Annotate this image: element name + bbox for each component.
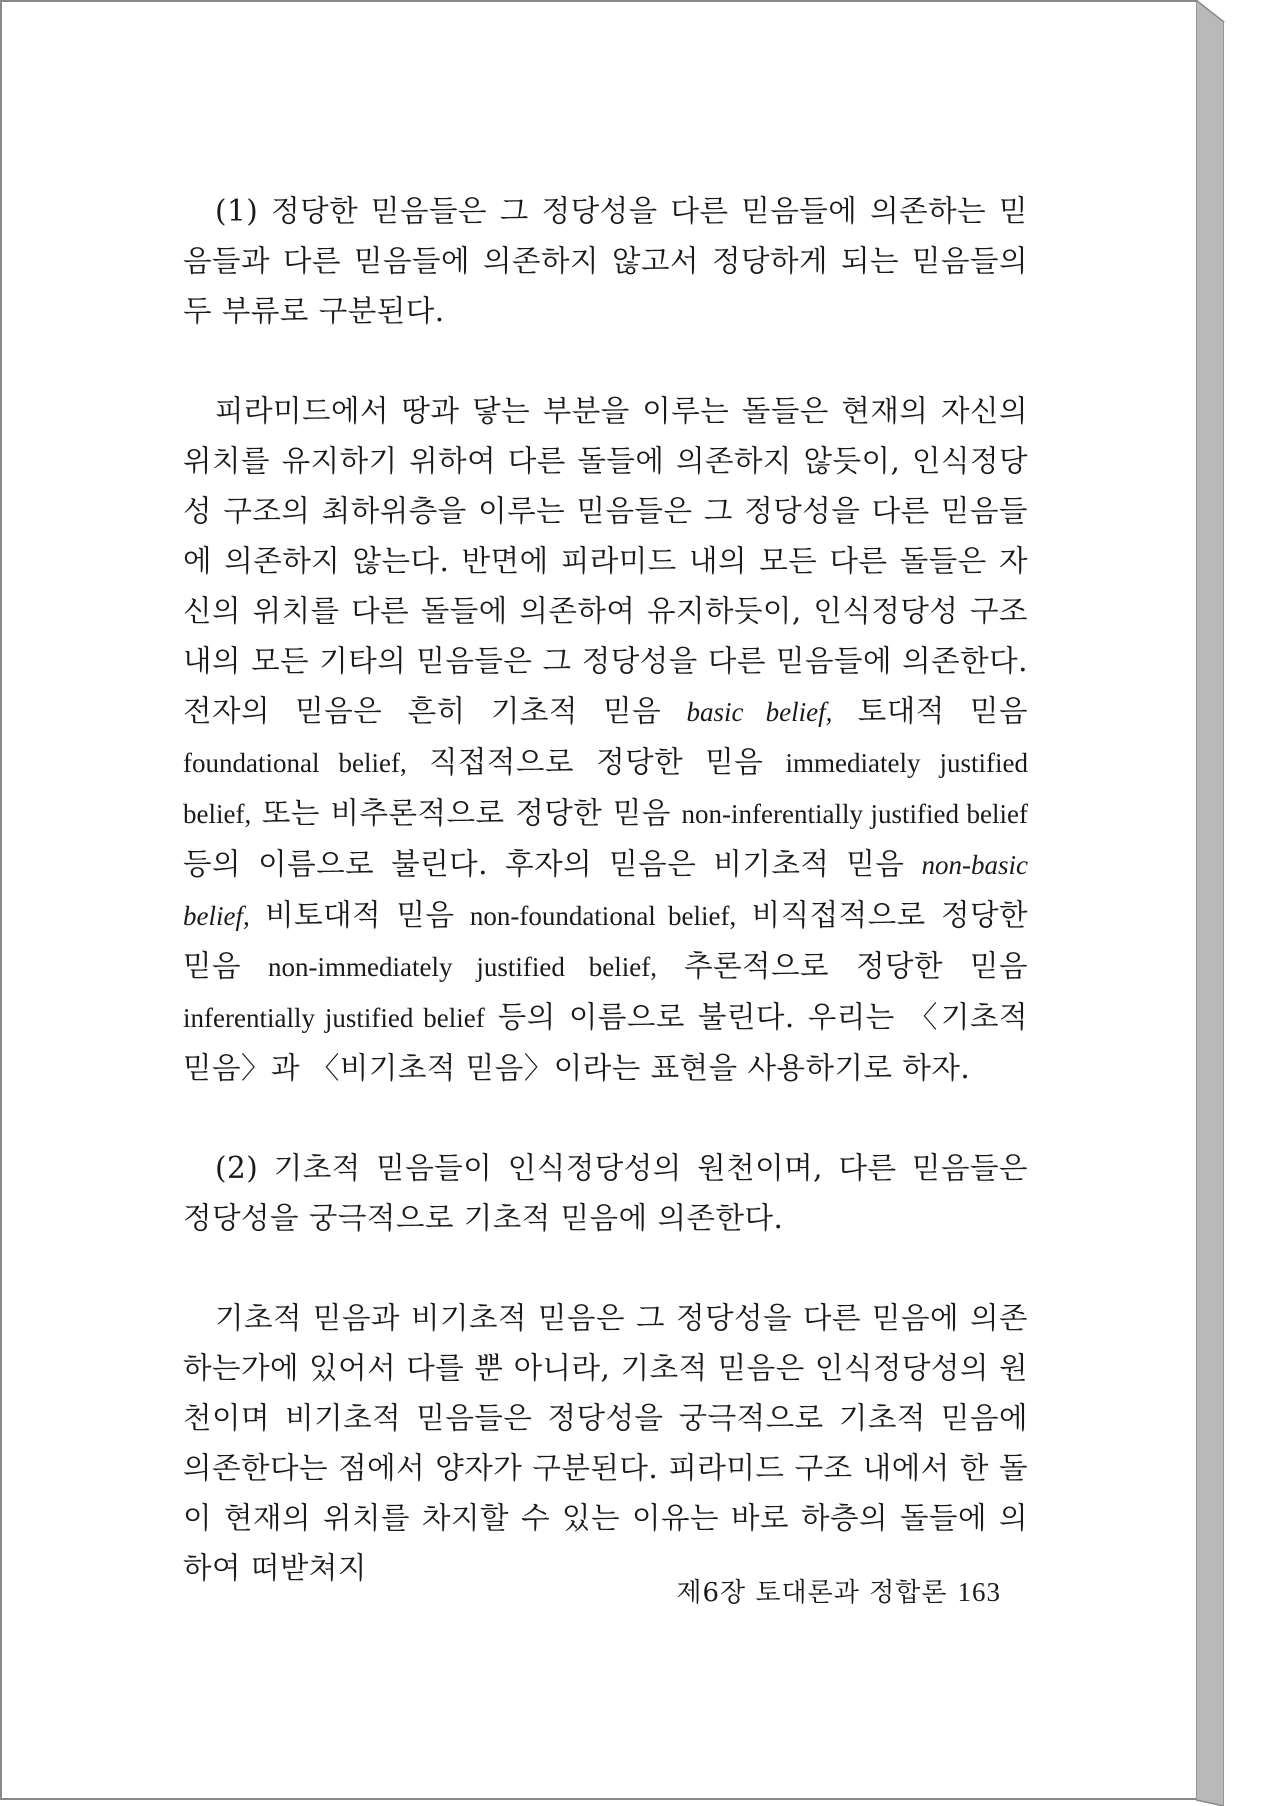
body-text — [183, 186, 1028, 1593]
page-edge — [1196, 0, 1271, 1806]
text-run: 등의 이름으로 불린다. 우리는 〈기초적 믿음〉과 〈비기초적 믿음〉이라는 표현을 사용하기로 하자. — [183, 1000, 1028, 1085]
text-run: 등의 이름으로 불린다. 후자의 믿음은 비기초적 믿음 — [183, 847, 922, 881]
english-term: inferentially justified belief — [183, 1003, 485, 1033]
english-term: foundational belief, — [183, 748, 407, 778]
text-run: (1) 정당한 믿음들은 그 정당성을 다른 믿음들에 의존하는 믿음들과 다른 믿음들에 의존하지 않고서 정당하게 되는 믿음들의 두 부류로 구분된다. — [183, 194, 1028, 328]
text-run: 비직접적으로 정당한 믿음 — [183, 898, 1028, 983]
text-run: 토대적 믿음 — [832, 694, 1029, 728]
chapter-title: 제6장 토대론과 정합론 — [676, 1578, 948, 1608]
paragraph — [183, 1293, 1028, 1593]
running-footer — [676, 1572, 1001, 1609]
english-term: non-immediately justified belief, — [268, 952, 657, 982]
english-term: immediately justified belief, — [183, 748, 1028, 829]
english-term: non-inferentially justified belief — [681, 799, 1028, 829]
text-run: 또는 비추론적으로 정당한 믿음 — [251, 796, 682, 830]
text-run: 추론적으로 정당한 믿음 — [656, 949, 1029, 983]
english-term: basic belief, — [686, 697, 833, 727]
text-run: 비토대적 믿음 — [249, 898, 470, 932]
text-run: 기초적 믿음과 비기초적 믿음은 그 정당성을 다른 믿음에 의존하는가에 있어서 다를 뿐 아니라, 기초적 믿음은 인식정당성의 원천이며 비기초적 믿음들은 정당성을 궁극적으로 기초적 믿음에 의존한다는 점에서 양자가 구분된다. 피라미드 구조 내에서 한 돌이 현재의 위치를 차지할 수 있는 이유는 바로 하층의 돌들에 의하여 떠받쳐지 — [183, 1301, 1028, 1585]
text-run: (2) 기초적 믿음들이 인식정당성의 원천이며, 다른 믿음들은 정당성을 궁극적으로 기초적 믿음에 의존한다. — [183, 1151, 1028, 1235]
english-term: non-basic belief, — [183, 850, 1028, 931]
page-number: 163 — [957, 1577, 1001, 1607]
text-run: 피라미드에서 땅과 닿는 부분을 이루는 돌들은 현재의 자신의 위치를 유지하기 위하여 다른 돌들에 의존하지 않듯이, 인식정당성 구조의 최하위층을 이루는 믿음들은 그 정당성을 다른 믿음들에 의존하지 않는다. 반면에 피라미드 내의 모든 다른 돌들은 자신의 위치를 다른 돌들에 의존하여 유지하듯이, 인식정당성 구조 내의 모든 기타의 믿음들은 그 정당성을 다른 믿음들에 의존한다. 전자의 믿음은 흔히 기초적 믿음 — [183, 394, 1028, 728]
paragraph — [183, 186, 1028, 336]
paragraph — [183, 1143, 1028, 1243]
english-term: non-foundational belief, — [469, 901, 737, 931]
text-run: 직접적으로 정당한 믿음 — [406, 745, 786, 779]
paragraph — [183, 386, 1028, 1093]
